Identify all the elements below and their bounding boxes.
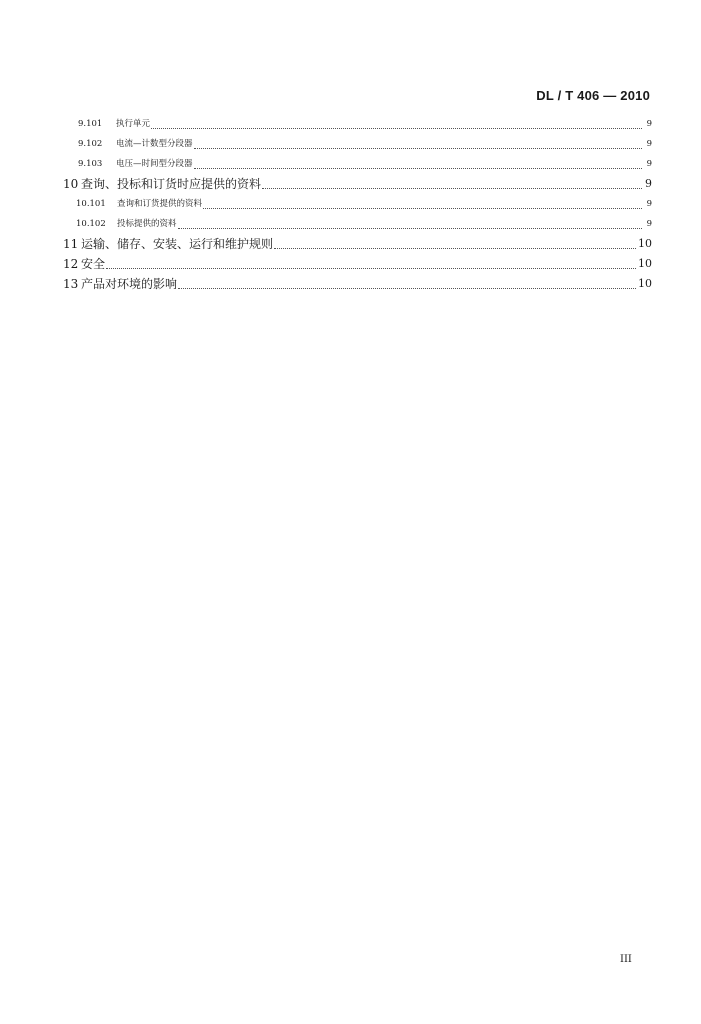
toc-entry-page: 9 bbox=[646, 199, 652, 209]
toc-entry-title: 安全 bbox=[81, 257, 106, 271]
toc-entry-page: 9 bbox=[646, 159, 652, 169]
toc-entry-title: 电流—计数型分段器 bbox=[116, 139, 193, 149]
toc-entry-number: 9.102 bbox=[78, 139, 103, 149]
dot-leader bbox=[106, 267, 636, 269]
toc-entry-12[interactable] bbox=[60, 254, 652, 274]
toc-entry-10-102[interactable] bbox=[60, 214, 652, 234]
dot-leader bbox=[178, 227, 642, 229]
toc-entry-page: 9 bbox=[646, 119, 652, 129]
dot-leader bbox=[151, 127, 642, 129]
toc-entry-page: 10 bbox=[638, 277, 652, 290]
toc-entry-title: 产品对环境的影响 bbox=[81, 277, 178, 291]
toc-entry-page: 9 bbox=[646, 219, 652, 229]
toc-entry-number: 11 bbox=[63, 237, 79, 251]
dot-leader bbox=[194, 167, 642, 169]
toc-entry-page: 10 bbox=[638, 257, 652, 270]
toc-entry-title: 投标提供的资料 bbox=[117, 219, 177, 229]
dot-leader bbox=[203, 207, 642, 209]
toc-entry-number: 13 bbox=[63, 277, 79, 291]
toc-entry-number: 9.101 bbox=[78, 119, 103, 129]
toc-entry-title: 查询、投标和订货时应提供的资料 bbox=[81, 177, 262, 191]
dot-leader bbox=[178, 287, 636, 289]
toc-entry-number: 10 bbox=[63, 177, 79, 191]
toc-entry-page: 9 bbox=[645, 177, 652, 190]
toc-entry-13[interactable] bbox=[60, 274, 652, 294]
toc-entry-number: 10.101 bbox=[76, 199, 106, 209]
dot-leader bbox=[194, 147, 642, 149]
toc-entry-title: 执行单元 bbox=[116, 119, 151, 129]
toc-entry-9-101[interactable] bbox=[60, 114, 652, 134]
toc-entry-number: 9.103 bbox=[78, 159, 103, 169]
page-folio: III bbox=[620, 954, 632, 965]
toc-entry-title: 运输、储存、安装、运行和维护规则 bbox=[81, 237, 274, 251]
table-of-contents bbox=[60, 114, 652, 294]
toc-entry-9-102[interactable] bbox=[60, 134, 652, 154]
toc-entry-11[interactable] bbox=[60, 234, 652, 254]
dot-leader bbox=[274, 247, 636, 249]
toc-entry-9-103[interactable] bbox=[60, 154, 652, 174]
toc-entry-10-101[interactable] bbox=[60, 194, 652, 214]
toc-entry-page: 9 bbox=[646, 139, 652, 149]
toc-entry-number: 10.102 bbox=[76, 219, 106, 229]
toc-entry-number: 12 bbox=[63, 257, 79, 271]
toc-entry-page: 10 bbox=[638, 237, 652, 250]
toc-entry-title: 查询和订货提供的资料 bbox=[117, 199, 203, 209]
standard-number-header: DL / T 406 — 2010 bbox=[536, 88, 650, 103]
toc-entry-10[interactable] bbox=[60, 174, 652, 194]
toc-entry-title: 电压—时间型分段器 bbox=[116, 159, 193, 169]
dot-leader bbox=[262, 187, 642, 189]
